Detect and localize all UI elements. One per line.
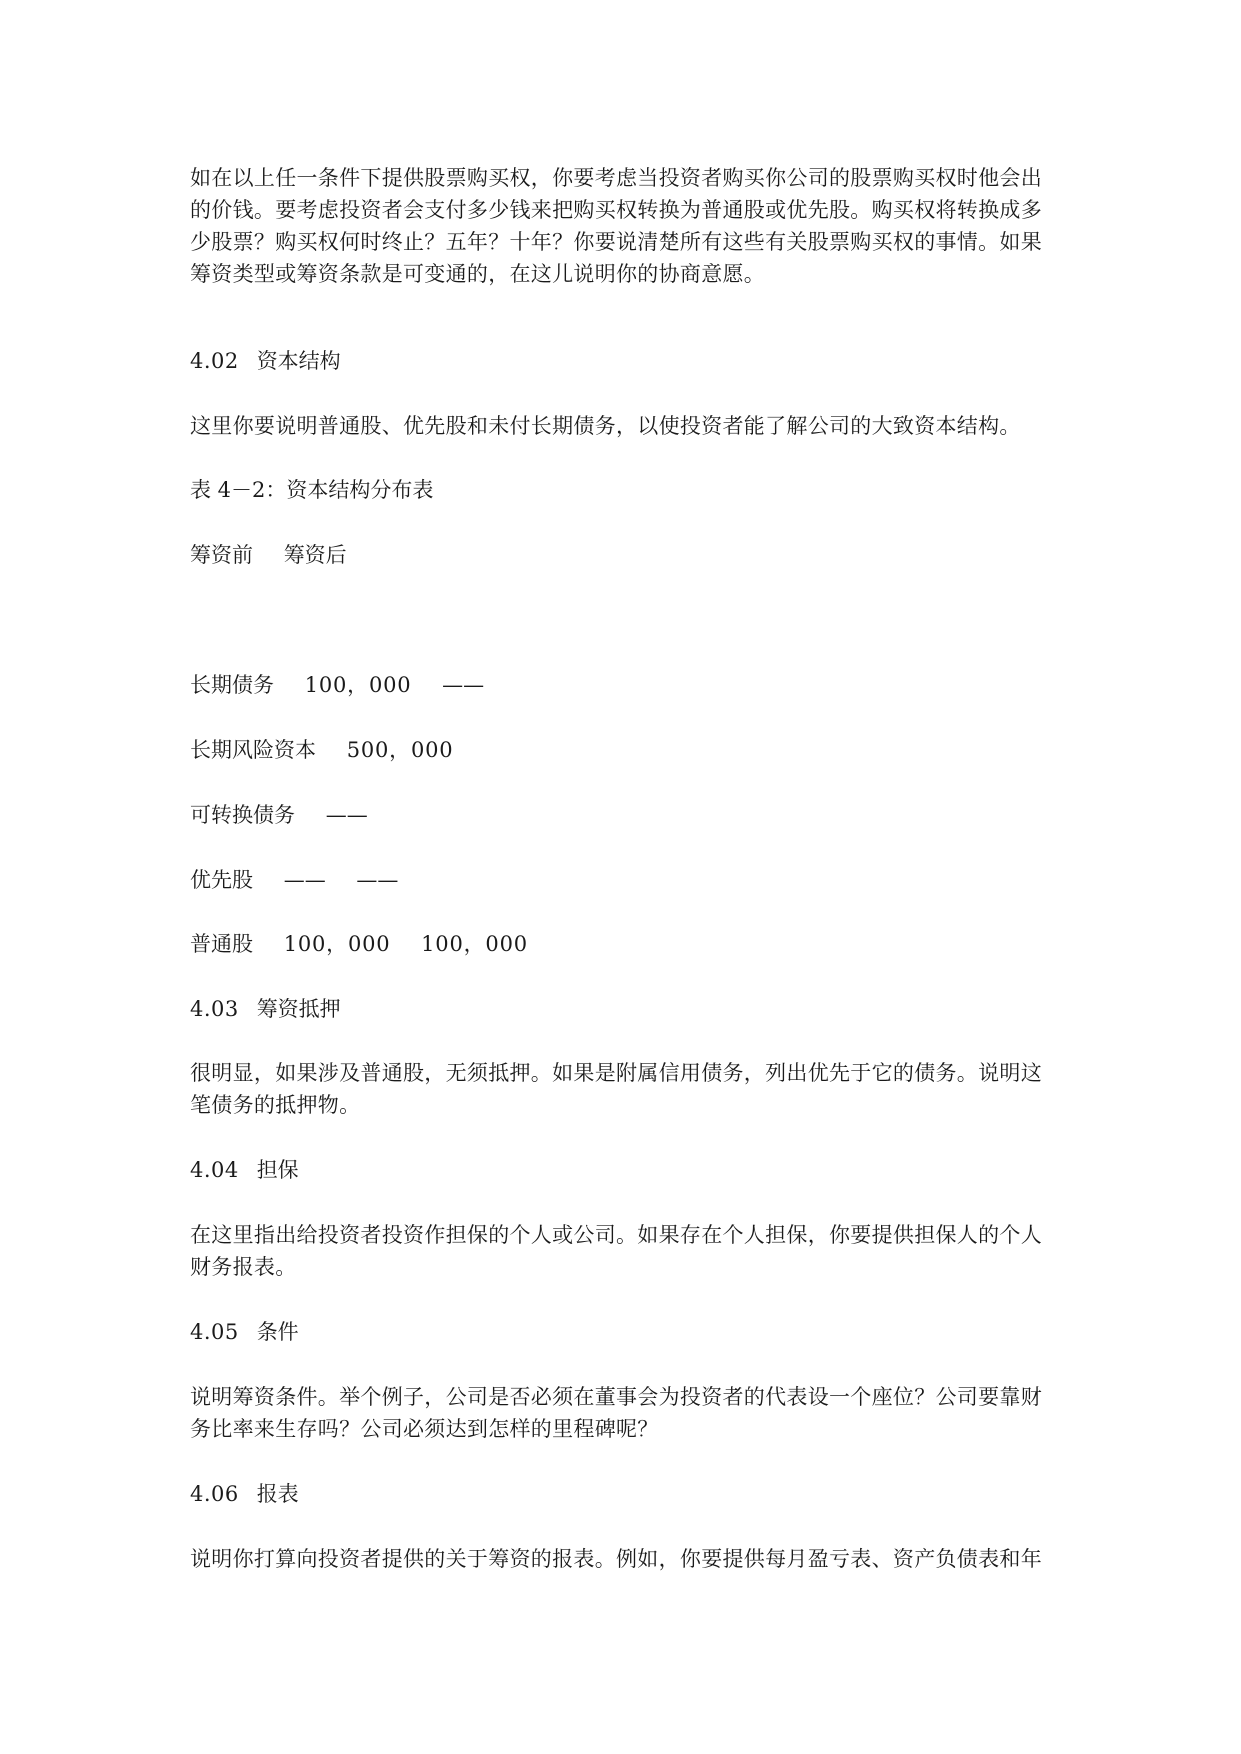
section-number: 4.04 bbox=[190, 1158, 239, 1182]
section-body-4-03 bbox=[190, 1057, 1060, 1121]
table-header-cell: 筹资后 bbox=[283, 543, 347, 567]
section-heading-4-05 bbox=[190, 1316, 299, 1348]
row-after-value: —— bbox=[356, 868, 399, 892]
paragraph-line: 如在以上任一条件下提供股票购买权，你要考虑当投资者购买你公司的股票购买权时他会出 bbox=[190, 166, 1042, 190]
section-title: 筹资抵押 bbox=[256, 997, 341, 1021]
section-heading-4-02 bbox=[190, 345, 341, 377]
row-before-value: —— bbox=[283, 868, 326, 892]
paragraph-line: 务比率来生存吗？公司必须达到怎样的里程碑呢？ bbox=[190, 1417, 659, 1441]
table-row bbox=[190, 799, 398, 831]
row-before-value: —— bbox=[325, 803, 368, 827]
section-title: 条件 bbox=[256, 1320, 299, 1344]
table-row bbox=[190, 669, 484, 701]
paragraph-line: 说明筹资条件。举个例子，公司是否必须在董事会为投资者的代表设一个座位？公司要靠财 bbox=[190, 1385, 1042, 1409]
paragraph-line: 财务报表。 bbox=[190, 1255, 297, 1279]
intro-paragraph bbox=[190, 162, 1060, 290]
section-body-4-06 bbox=[190, 1543, 1060, 1575]
section-body-4-04 bbox=[190, 1219, 1060, 1283]
paragraph-line: 这里你要说明普通股、优先股和未付长期债务，以使投资者能了解公司的大致资本结构。 bbox=[190, 414, 1021, 438]
row-label: 长期风险资本 bbox=[190, 738, 316, 762]
table-row bbox=[190, 734, 484, 766]
section-title: 报表 bbox=[256, 1482, 299, 1506]
table-caption: 表 4－2：资本结构分布表 bbox=[190, 478, 434, 502]
paragraph-line: 的价钱。要考虑投资者会支付多少钱来把购买权转换为普通股或优先股。购买权将转换成多 bbox=[190, 198, 1042, 222]
row-label: 优先股 bbox=[190, 868, 253, 892]
section-title: 资本结构 bbox=[256, 349, 341, 373]
section-heading-4-03 bbox=[190, 993, 341, 1025]
row-before-value: 500，000 bbox=[346, 738, 454, 762]
section-number: 4.05 bbox=[190, 1320, 239, 1344]
row-after-value: 100，000 bbox=[421, 932, 528, 956]
row-label: 可转换债务 bbox=[190, 803, 295, 827]
row-before-value: 100，000 bbox=[304, 673, 412, 697]
row-label: 普通股 bbox=[190, 932, 253, 956]
table-header-cell: 筹资前 bbox=[190, 543, 253, 567]
section-heading-4-06 bbox=[190, 1478, 299, 1510]
paragraph-line: 少股票？购买权何时终止？五年？十年？你要说清楚所有这些有关股票购买权的事情。如果 bbox=[190, 230, 1042, 254]
paragraph-line: 在这里指出给投资者投资作担保的个人或公司。如果存在个人担保，你要提供担保人的个人 bbox=[190, 1223, 1042, 1247]
table-header-row bbox=[190, 539, 347, 571]
row-label: 长期债务 bbox=[190, 673, 274, 697]
row-after-value: —— bbox=[442, 673, 485, 697]
section-body-4-05 bbox=[190, 1381, 1060, 1445]
section-title: 担保 bbox=[256, 1158, 299, 1182]
paragraph-line: 说明你打算向投资者提供的关于筹资的报表。例如，你要提供每月盈亏表、资产负债表和年 bbox=[190, 1547, 1042, 1571]
section-body-4-02 bbox=[190, 410, 1060, 442]
document-page bbox=[190, 0, 1060, 1754]
table-row bbox=[190, 928, 528, 960]
paragraph-line: 筹资类型或筹资条款是可变通的，在这儿说明你的协商意愿。 bbox=[190, 262, 766, 286]
row-before-value: 100，000 bbox=[283, 932, 391, 956]
table-row bbox=[190, 864, 398, 896]
section-number: 4.02 bbox=[190, 349, 239, 373]
paragraph-line: 很明显，如果涉及普通股，无须抵押。如果是附属信用债务，列出优先于它的债务。说明这 bbox=[190, 1061, 1042, 1085]
section-number: 4.03 bbox=[190, 997, 239, 1021]
paragraph-line: 笔债务的抵押物。 bbox=[190, 1093, 361, 1117]
section-number: 4.06 bbox=[190, 1482, 239, 1506]
section-heading-4-04 bbox=[190, 1154, 299, 1186]
